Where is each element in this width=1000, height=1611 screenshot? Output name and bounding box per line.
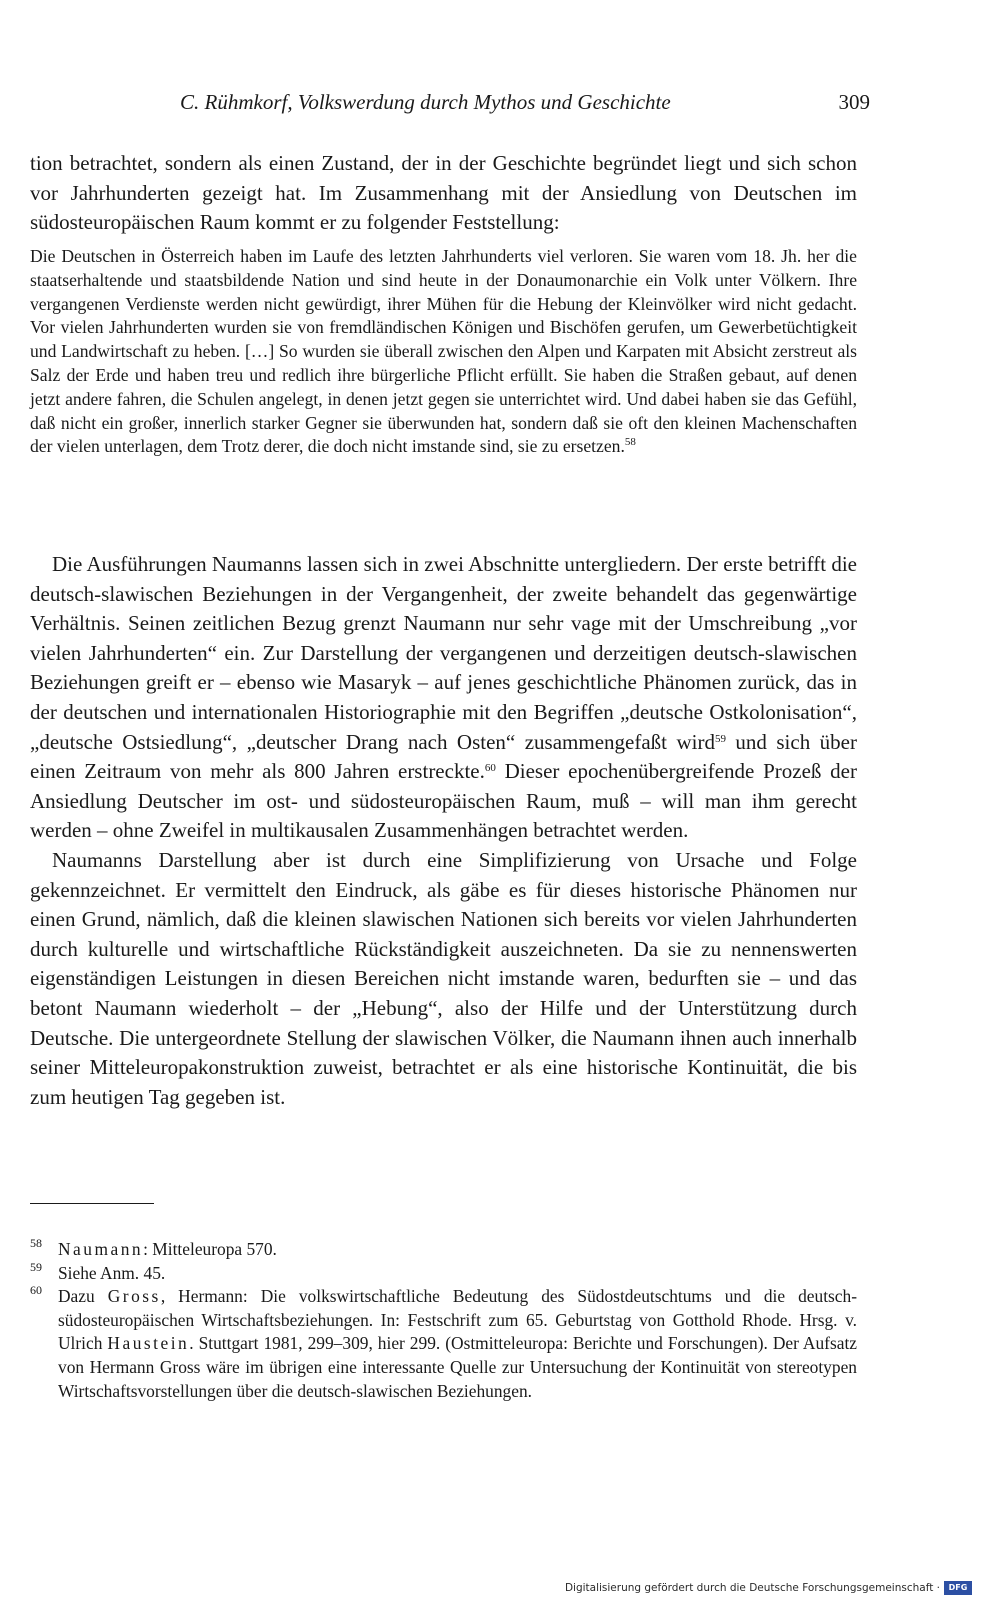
note-ref-58[interactable]: 58 (624, 436, 636, 449)
block-quote (30, 245, 857, 459)
footnote-text: : Mitteleuropa 570. (143, 1239, 277, 1259)
digitization-banner (565, 1578, 972, 1598)
footnote-editor: Haustein (107, 1333, 190, 1354)
body-paragraph-1 (30, 550, 857, 846)
body-paragraph-1-part-b: und sich über einen Zeitraum von mehr als 800 Jahren erstreckte. (30, 729, 857, 784)
page-number: 309 (838, 90, 870, 114)
footnote-lead: Dazu (58, 1286, 108, 1307)
footnote-60 (30, 1285, 857, 1403)
intro-paragraph (30, 149, 857, 238)
digitization-banner-text: Digitalisierung gefördert durch die Deutsche Forschungsgemeinschaft · (564, 1582, 940, 1594)
running-head-title: C. Rühmkorf, Volkswerdung durch Mythos und Geschichte (180, 90, 671, 114)
body-paragraph-1-part-a: Die Ausführungen Naumanns lassen sich in zwei Abschnitte untergliedern. Der erste betrifft die deutsch-slawischen Beziehungen in der Vergangenheit, der zweite behandelt das gegenwärtige Verhältnis. Seinen zeitlichen Bezug grenzt Naumann nur sehr vage mit der Umschreibung „vor vielen Jahrhunderten“ ein. Zur Darstellung der vergangenen und derzeitigen deutsch-slawischen Beziehungen greift er – ebenso wie Masaryk – auf jenes geschichtliche Phänomen zurück, das in der deutschen und internationalen Historiographie mit den Begriffen „deutsche Ostkolonisation“, „deutsche Ostsiedlung“, „deutscher Drang nach Osten“ zusammengefaßt wird (30, 552, 857, 754)
footnote-separator (30, 1203, 154, 1204)
note-ref-60[interactable]: 60 (484, 762, 496, 775)
note-ref-59[interactable]: 59 (714, 732, 726, 745)
main-body (30, 550, 857, 1112)
dfg-logo-icon: DFG (944, 1581, 972, 1595)
body-paragraph-1-part-c: Dieser epochenübergreifende Prozeß der Ansiedlung Deutscher im ost- und südosteuropäischen Raum, muß – will man ihm gerecht werden – ohne Zweifel in multikausalen Zusammenhängen betrachtet werden. (30, 759, 857, 843)
footnotes (30, 1238, 857, 1403)
footnote-59 (30, 1259, 857, 1286)
body-paragraph-2: Naumanns Darstellung aber ist durch eine Simplifizierung von Ursache und Folge gekennzeichnet. Er vermittelt den Eindruck, als gäbe es für dieses historische Phänomen nur einen Grund, nämlich, daß die kleinen slawischen Nationen sich bereits vor vielen Jahrhunderten durch kulturelle und wirtschaftliche Rückständigkeit auszeichneten. Da sie zu nennenswerten eigenständigen Leistungen in diesen Bereichen nicht imstande waren, bedurften sie – und das betont Naumann wiederholt – der „Hebung“, also der Hilfe und der Unterstützung durch Deutsche. Die untergeordnete Stellung der slawischen Völker, die Naumann ihnen auch innerhalb seiner Mitteleuropakonstruktion zuweist, betrachtet er als eine historische Kontinuität, die bis zum heutigen Tag gegeben ist. (30, 847, 857, 1109)
intro-paragraph-text: tion betrachtet, sondern als einen Zustand, der in der Geschichte begründet liegt und sich schon vor Jahrhunderten gezeigt hat. Im Zusammenhang mit der Ansiedlung von Deutschen im südosteuropäischen Raum kommt er zu folgender Feststellung: (30, 151, 857, 235)
footnote-number: 58 (30, 1236, 42, 1250)
block-quote-text: Die Deutschen in Österreich haben im Laufe des letzten Jahrhunderts viel verloren. Sie waren vom 18. Jh. her die staatserhaltende und staatsbildende Nation und sind heute in der Donaumonarchie ein Volk unter Völkern. Ihre vergangenen Verdienste werden nicht gewürdigt, ihrer Mühen für die Hebung der Kleinvölker wird nicht gedacht. Vor vielen Jahrhunderten wurden sie von fremdländischen Königen und Bischöfen gerufen, um Gewerbetüchtigkeit und Landwirtschaft zu heben. […] So wurden sie überall zwischen den Alpen und Karpaten mit Absicht zerstreut als Salz der Erde und haben treu und redlich ihre bürgerliche Pflicht erfüllt. Sie haben die Straßen gebaut, auf denen jetzt andere fahren, die Schulen angelegt, in denen jetzt gegen sie unterrichtet wird. Und dabei haben sie das Gefühl, daß nicht ein großer, innerlich starker Gegner sie überwunden hat, sondern daß sie oft den kleinen Machenschaften der vielen unterlagen, dem Trotz derer, die doch nicht imstande sind, sie zu ersetzen. (30, 246, 857, 457)
footnote-number: 59 (30, 1259, 42, 1274)
footnote-author: Naumann (58, 1239, 144, 1259)
footnote-text-continued: . Stuttgart 1981, 299–309, hier 299. (Ostmitteleuropa: Berichte und Forschungen). Der Aufsatz von Hermann Gross wäre im übrigen eine interessante Quelle zur Untersuchung der Kontinuität von stereotypen Wirtschaftsvorstellungen über die deutsch-slawischen Beziehungen. (58, 1333, 857, 1401)
footnote-text: , Hermann: Die volkswirtschaftliche Bedeutung des Südostdeutschtums und die deutsch-südosteuropäischen Wirtschaftsbeziehungen. In: Festschrift zum 65. Geburtstag von Gotthold Rhode. Hrsg. v. Ulrich (58, 1286, 858, 1354)
footnote-58 (30, 1238, 857, 1262)
footnote-number: 60 (30, 1283, 42, 1298)
footnote-text: Siehe Anm. 45. (58, 1262, 166, 1283)
footnote-author: Gross (107, 1286, 161, 1307)
running-head (60, 90, 870, 118)
